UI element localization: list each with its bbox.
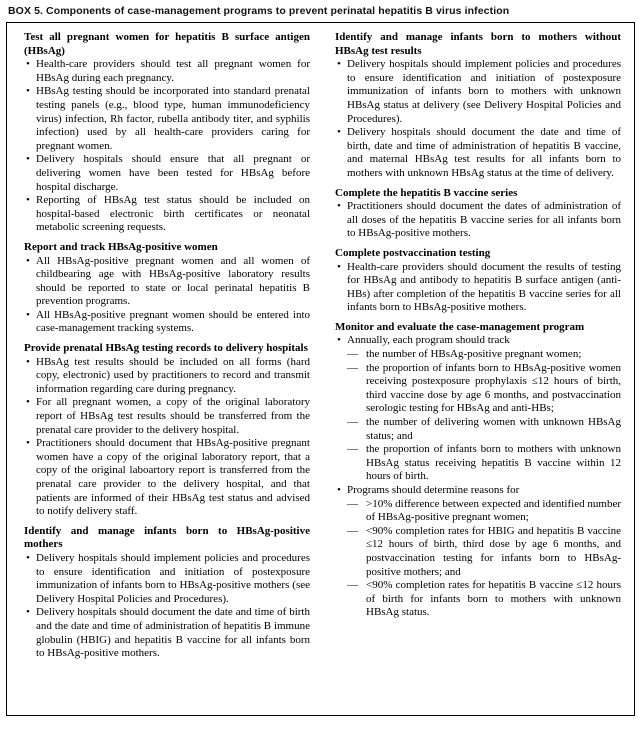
bullet-item <box>335 484 621 498</box>
box-title: BOX 5. Components of case-management programs to prevent perinatal hepatitis B virus infection <box>8 5 510 17</box>
bullet-marker-icon: • <box>26 308 30 321</box>
sub-item-text: the proportion of infants born to HBsAg-positive women receiving postexposure prophylaxis ≤12 hours of birth, third vaccine dose by age 6 months, and postvaccination serologic testing for HBsAg and anti-HBs; <box>366 361 621 415</box>
sub-item <box>335 362 621 416</box>
bullet-item <box>24 606 310 660</box>
section <box>24 31 310 235</box>
sub-item <box>335 348 621 362</box>
bullet-text: All HBsAg-positive pregnant women should be entered into case-management tracking systems. <box>36 308 310 335</box>
section-heading: Identify and manage infants born to mothers without HBsAg test results <box>335 31 621 57</box>
sub-item <box>335 416 621 443</box>
dash-marker-icon: — <box>347 348 358 361</box>
bullet-text: Annually, each program should track <box>347 334 510 347</box>
section-heading: Monitor and evaluate the case-management program <box>335 320 585 333</box>
bullet-item <box>24 85 310 153</box>
sub-item-text: <90% completion rates for hepatitis B vaccine ≤12 hours of birth for infants born to mothers with unknown HBsAg status. <box>366 579 621 619</box>
bullet-marker-icon: • <box>337 200 341 213</box>
dash-marker-icon: — <box>347 497 358 510</box>
bullet-text: For all pregnant women, a copy of the original laboratory report of HBsAg test results should be transferred from the prenatal care provider to the delivery hospital. <box>36 396 310 436</box>
bullet-marker-icon: • <box>26 396 30 409</box>
bullet-item <box>335 334 621 348</box>
bullet-marker-icon: • <box>26 153 30 166</box>
bullet-marker-icon: • <box>337 260 341 273</box>
bullet-marker-icon: • <box>26 85 30 98</box>
bullet-item <box>335 58 621 126</box>
dash-marker-icon: — <box>347 579 358 592</box>
bullet-marker-icon: • <box>26 58 30 71</box>
bullet-text: Delivery hospitals should document the date and time of birth and the date and time of administration of hepatitis B immune globulin (HBIG) and hepatitis B vaccine for all infants born to HBsAg-positive mothers. <box>36 606 310 660</box>
bullet-item <box>24 309 310 336</box>
bullet-text: All HBsAg-positive pregnant women and all women of childbearing age with HBsAg-positive laboratory results should be reported to state or local perinatal hepatitis B prevention programs. <box>36 254 310 308</box>
bullet-marker-icon: • <box>337 484 341 496</box>
bullet-item <box>24 58 310 85</box>
bullet-item <box>24 194 310 235</box>
sub-item <box>335 525 621 579</box>
bullet-text: Practitioners should document the dates of administration of all doses of the hepatitis B vaccine series for all infants born to HBsAg-positive mothers. <box>347 200 621 240</box>
bullet-text: Delivery hospitals should ensure that all pregnant or delivering women have been tested for HBsAg before hospital discharge. <box>36 153 310 193</box>
bullet-item <box>335 126 621 180</box>
sub-item-text: the number of HBsAg-positive pregnant women; <box>366 348 582 361</box>
section-heading: Report and track HBsAg-positive women <box>24 240 218 253</box>
section <box>335 247 621 315</box>
bullet-marker-icon: • <box>26 194 30 207</box>
bullet-item <box>24 396 310 437</box>
left-column <box>24 31 310 661</box>
sub-item-text: >10% difference between expected and identified number of HBsAg-positive pregnant women; <box>366 497 621 524</box>
section-heading: Complete postvaccination testing <box>335 246 491 259</box>
right-column <box>335 31 621 620</box>
sub-item <box>335 443 621 484</box>
section <box>24 342 310 519</box>
section <box>24 525 310 661</box>
bullet-marker-icon: • <box>337 126 341 139</box>
box-5-container <box>6 22 635 716</box>
bullet-item <box>335 261 621 315</box>
bullet-marker-icon: • <box>26 355 30 368</box>
dash-marker-icon: — <box>347 361 358 374</box>
dash-marker-icon: — <box>347 524 358 537</box>
bullet-item <box>24 437 310 519</box>
bullet-text: HBsAg test results should be included on all forms (hard copy, electronic) used by practitioners to record and transmit information regarding care during pregnancy. <box>36 355 310 395</box>
section <box>24 241 310 336</box>
sub-item <box>335 498 621 525</box>
sub-item-text: <90% completion rates for HBIG and hepatitis B vaccine ≤12 hours of birth, third dose by age 6 months, and postvaccination testing for infants born to HBsAg-positive mothers; and <box>366 524 621 578</box>
section-heading: Provide prenatal HBsAg testing records to delivery hospitals <box>24 342 308 355</box>
dash-marker-icon: — <box>347 443 358 456</box>
sub-item <box>335 579 621 620</box>
bullet-marker-icon: • <box>26 551 30 564</box>
section-heading: Identify and manage infants born to HBsAg-positive mothers <box>24 524 310 551</box>
bullet-item <box>335 200 621 241</box>
bullet-text: Delivery hospitals should implement policies and procedures to ensure identification and initiation of postexposure immunization of infants born to mothers with unknown HBsAg status at delivery (see Delivery Hospital Policies and Procedures). <box>347 58 621 125</box>
bullet-marker-icon: • <box>26 254 30 267</box>
bullet-item <box>24 153 310 194</box>
bullet-text: Delivery hospitals should document the date and time of birth, date and time of administration of hepatitis B vaccine, and maternal HBsAg test results for all infants born to mothers with unknown HBsAg status at the time of delivery. <box>347 126 621 179</box>
bullet-text: Delivery hospitals should implement policies and procedures to ensure identification and initiation of postexposure immunization of infants born to HBsAg-positive mothers (see Delivery Hospital Policies and Procedures). <box>36 551 310 605</box>
bullet-marker-icon: • <box>26 437 30 450</box>
bullet-text: Programs should determine reasons for <box>347 484 520 496</box>
bullet-marker-icon: • <box>337 58 341 71</box>
sub-item-text: the number of delivering women with unknown HBsAg status; and <box>366 416 621 442</box>
bullet-item <box>24 552 310 606</box>
section-heading: Test all pregnant women for hepatitis B surface antigen (HBsAg) <box>24 31 310 57</box>
bullet-text: Health-care providers should document the results of testing for HBsAg and antibody to hepatitis B surface antigen (anti-HBs) after completion of the hepatitis B vaccine series for all infants born to HBsAg-positive mothers. <box>347 260 621 314</box>
bullet-item <box>24 356 310 397</box>
bullet-text: Reporting of HBsAg test status should be included on hospital-based electronic birth certificates or neonatal metabolic screening requests. <box>36 194 310 234</box>
dash-marker-icon: — <box>347 416 358 429</box>
section <box>335 321 621 620</box>
bullet-text: Practitioners should document that HBsAg-positive pregnant women have a copy of the original laboratory report, that a copy of the original laboartory report is transferred from the prenatal care provider to the delivery hospital, and that patients are informed of their HBsAg test status and advised to notify delivery staff. <box>36 437 310 518</box>
sub-item-text: the proportion of infants born to mothers with unknown HBsAg status receiving hepatitis B vaccine within 12 hours of birth. <box>366 443 621 483</box>
section <box>335 187 621 241</box>
bullet-text: Health-care providers should test all pregnant women for HBsAg during each pregnancy. <box>36 58 310 84</box>
bullet-item <box>24 255 310 309</box>
bullet-marker-icon: • <box>26 606 30 619</box>
bullet-text: HBsAg testing should be incorporated into standard prenatal testing panels (e.g., blood type, human immunodeficiency virus) infection, Rh factor, rubella antibody titer, and syphilis infection) used by all health-care providers caring for pregnant women. <box>36 85 310 152</box>
section <box>335 31 621 181</box>
bullet-marker-icon: • <box>337 334 341 347</box>
section-heading: Complete the hepatitis B vaccine series <box>335 186 518 199</box>
